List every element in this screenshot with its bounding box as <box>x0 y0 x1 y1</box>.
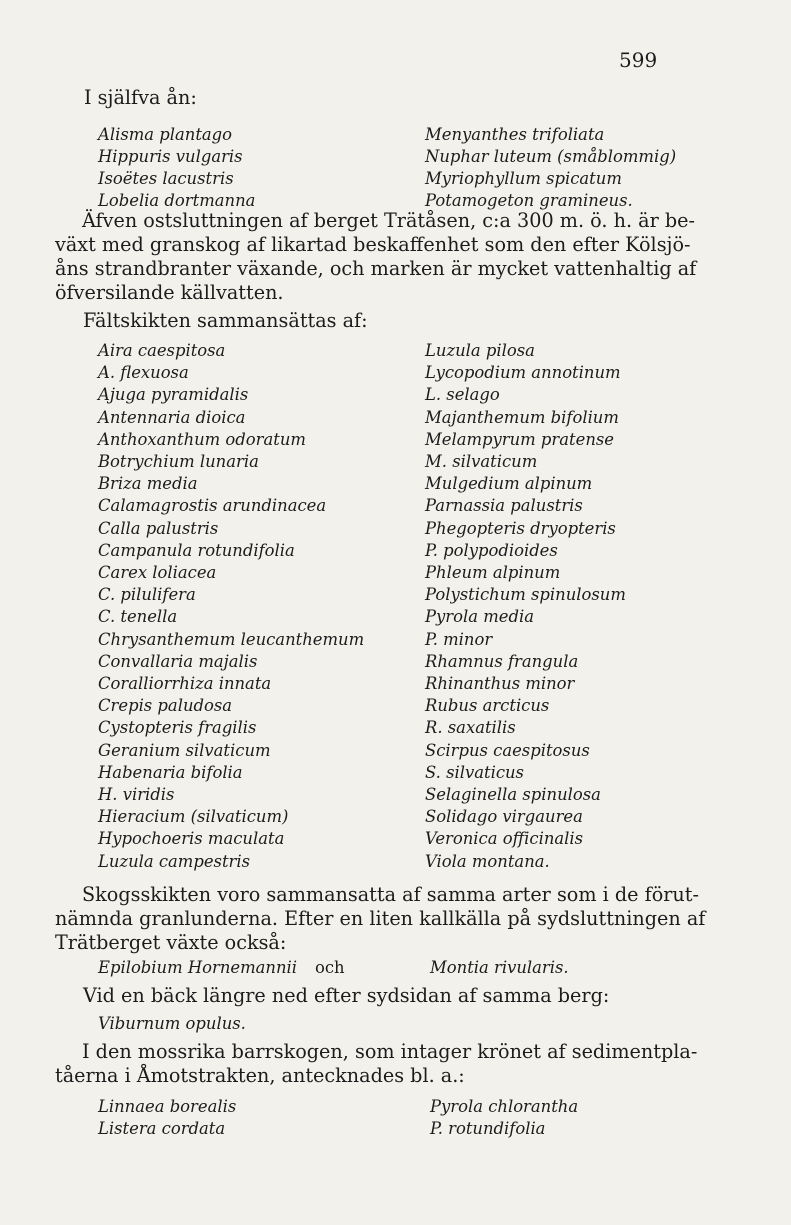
species-item: Viola montana. <box>425 851 550 871</box>
species-item: Pyrola media <box>425 607 534 627</box>
species-item: Convallaria majalis <box>98 651 258 671</box>
species-item: Campanula rotundifolia <box>98 540 295 560</box>
species-item: Ajuga pyramidalis <box>98 385 249 405</box>
species-item: Calla palustris <box>98 518 219 538</box>
connector-och: och <box>315 958 345 977</box>
species-item: Rhinanthus minor <box>425 674 575 694</box>
species-item: Coralliorrhiza innata <box>98 674 272 694</box>
species-epilobium: Epilobium Hornemannii <box>98 958 298 977</box>
species-item: Scirpus caespitosus <box>425 740 590 760</box>
species-item: P. polypodioides <box>425 540 558 560</box>
species-viburnum: Viburnum opulus. <box>98 1014 246 1033</box>
species-item: Briza media <box>98 474 198 494</box>
species-item: P. rotundifolia <box>430 1119 546 1138</box>
species-item: Luzula campestris <box>98 851 251 871</box>
paragraph-back: Vid en bäck längre ned efter sydsidan af samma berg: <box>83 984 610 1007</box>
species-list-faltskikten-right <box>425 340 626 873</box>
section-heading-sjalfva: I själfva ån: <box>84 86 197 109</box>
species-item: Polystichum spinulosum <box>425 585 626 605</box>
species-item: Menyanthes trifoliata <box>425 125 605 144</box>
paragraph-skogsskikten: Skogsskikten voro sammansatta af samma arter som i de förut-nämnda granlunderna. Efter en liten kallkälla på sydsluttningen af Trätberget växte också: <box>55 883 706 954</box>
species-item: Pyrola chlorantha <box>430 1097 579 1116</box>
species-item: Phegopteris dryopteris <box>425 518 616 538</box>
species-item: M. silvaticum <box>425 452 538 472</box>
species-item: Nuphar luteum (småblommig) <box>425 147 677 166</box>
species-item: Antennaria dioica <box>98 407 246 427</box>
species-list-mossrika-right <box>430 1096 578 1140</box>
species-item: Cystopteris fragilis <box>98 718 257 738</box>
species-item: Isoëtes lacustris <box>98 169 234 188</box>
species-item: Habenaria bifolia <box>98 762 243 782</box>
species-item: Rhamnus frangula <box>425 651 579 671</box>
species-item: Lobelia dortmanna <box>98 191 256 210</box>
species-item: Alisma plantago <box>98 125 233 144</box>
species-item: Hieracium (silvaticum) <box>98 807 289 827</box>
paragraph-ostsluttningen: Äfven ostsluttningen af berget Trätåsen, c:a 300 m. ö. h. är be-växt med granskog af likartad beskaffenhet som den efter Kölsjö-åns strandbranter växande, och marken är mycket vattenhaltig af öfversilande källvatten. <box>55 209 697 304</box>
species-item: Melampyrum pratense <box>425 429 614 449</box>
species-item: Potamogeton gramineus. <box>425 191 633 210</box>
paragraph-mossrika: I den mossrika barrskogen, som intager krönet af sedimentpla-tåerna i Åmotstrakten, antecknades bl. a.: <box>55 1040 698 1087</box>
species-item: Linnaea borealis <box>98 1097 237 1116</box>
species-list-sjalfva-right <box>425 124 676 212</box>
species-list-mossrika-left <box>98 1096 236 1140</box>
species-item: Hippuris vulgaris <box>98 147 243 166</box>
species-item: Majanthemum bifolium <box>425 407 619 427</box>
species-item: Carex loliacea <box>98 563 217 583</box>
species-item: Phleum alpinum <box>425 563 561 583</box>
species-item: Crepis paludosa <box>98 696 233 716</box>
species-item: R. saxatilis <box>425 718 516 738</box>
species-item: S. silvaticus <box>425 762 524 782</box>
species-item: A. flexuosa <box>98 363 189 383</box>
species-item: Calamagrostis arundinacea <box>98 496 327 516</box>
species-item: C. tenella <box>98 607 178 627</box>
page-number: 599 <box>619 48 658 72</box>
species-item: Mulgedium alpinum <box>425 474 593 494</box>
species-item: Parnassia palustris <box>425 496 583 516</box>
species-item: Rubus arcticus <box>425 696 550 716</box>
species-list-faltskikten-left <box>98 340 364 873</box>
species-item: Chrysanthemum leucanthemum <box>98 629 365 649</box>
species-item: Selaginella spinulosa <box>425 785 601 805</box>
section-heading-faltskikten: Fältskikten sammansättas af: <box>83 309 368 332</box>
species-item: Solidago virgaurea <box>425 807 583 827</box>
species-item: Geranium silvaticum <box>98 740 271 760</box>
species-item: Myriophyllum spicatum <box>425 169 622 188</box>
species-montia: Montia rivularis. <box>430 958 569 977</box>
species-item: Anthoxanthum odoratum <box>98 429 306 449</box>
species-item: Lycopodium annotinum <box>425 363 621 383</box>
species-list-sjalfva-left <box>98 124 255 212</box>
species-item: Luzula pilosa <box>425 341 535 360</box>
species-item: C. pilulifera <box>98 585 196 605</box>
species-item: P. minor <box>425 629 493 649</box>
species-item: Veronica officinalis <box>425 829 584 849</box>
species-item: Hypochoeris maculata <box>98 829 285 849</box>
species-item: L. selago <box>425 385 500 405</box>
species-item: Botrychium lunaria <box>98 452 259 472</box>
species-item: Aira caespitosa <box>98 341 226 360</box>
species-item: Listera cordata <box>98 1119 226 1138</box>
species-item: H. viridis <box>98 785 175 805</box>
